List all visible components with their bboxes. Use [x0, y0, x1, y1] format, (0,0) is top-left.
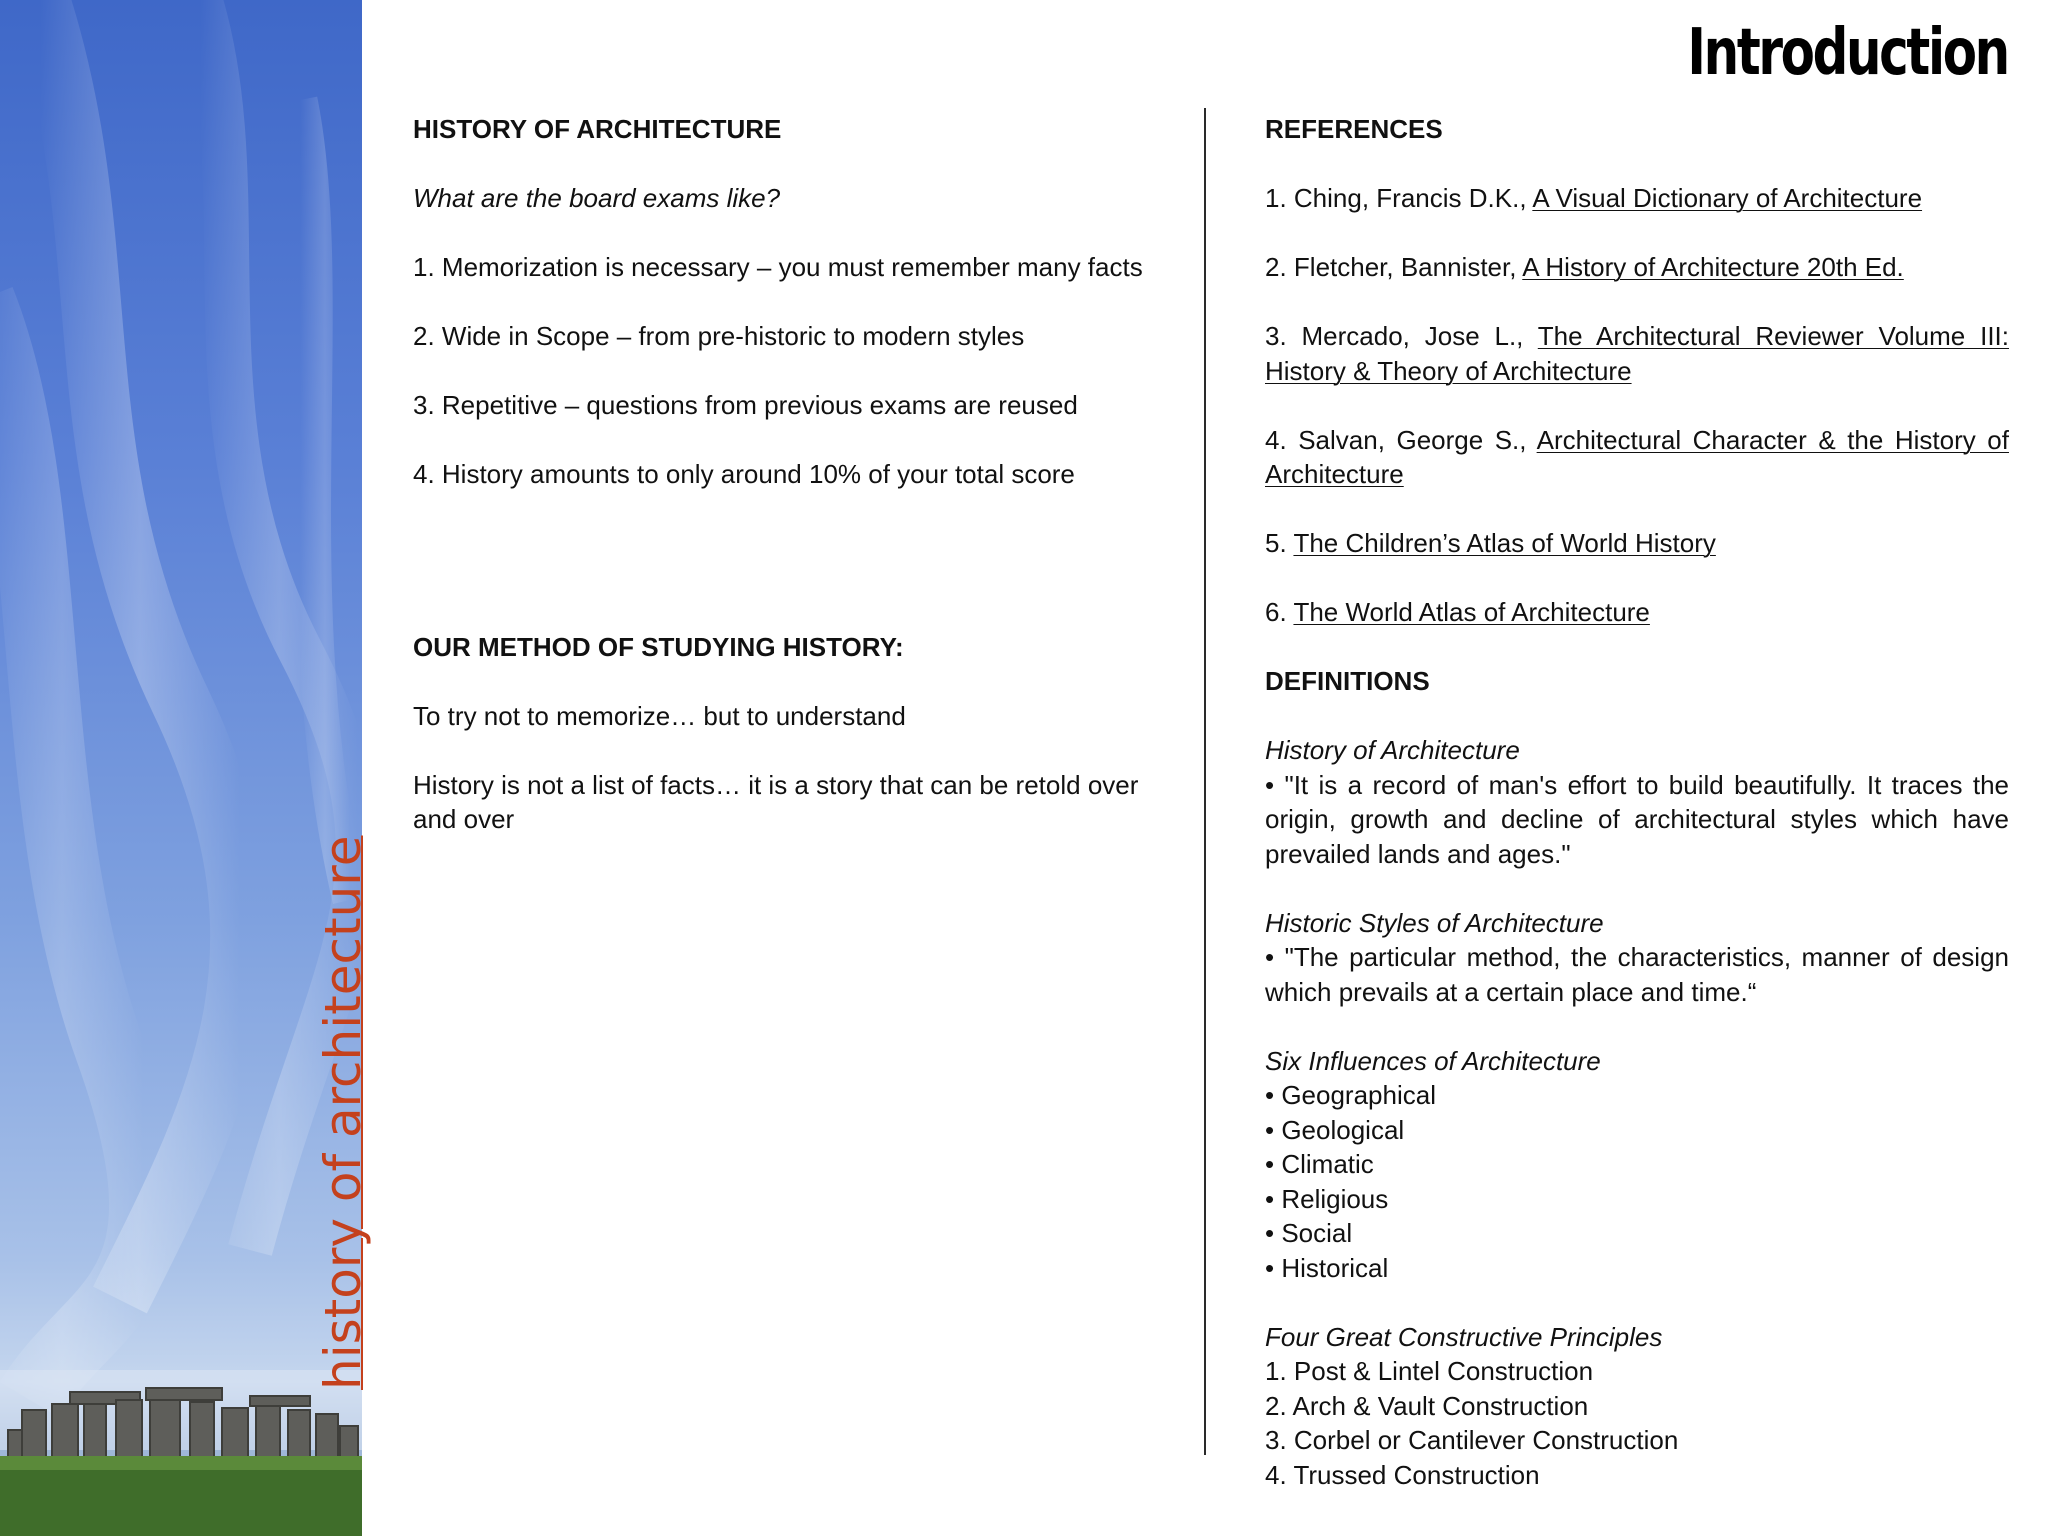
- list-item: 1. Post & Lintel Construction: [1265, 1356, 1594, 1386]
- right-column: [1265, 112, 2009, 1492]
- section-title-references: REFERENCES: [1265, 114, 1443, 144]
- reference-title: Architectural Character & the History of Architecture: [1265, 424, 2009, 489]
- definition-term-principles: Four Great Constructive Principles: [1265, 1321, 1663, 1352]
- section-title-method: OUR METHOD OF STUDYING HISTORY:: [413, 631, 904, 662]
- exam-point-1: 1. Memorization is necessary – you must remember many facts: [413, 252, 1143, 282]
- definition-text-history: • "It is a record of man's effort to build beautifully. It traces the origin, growth and decline of architectural styles which have prevailed lands and ages.": [1265, 769, 2009, 869]
- method-line-1: To try not to memorize… but to understand: [413, 700, 906, 731]
- reference-item: [1265, 595, 2009, 630]
- list-item: • Climatic: [1265, 1149, 1374, 1179]
- column-divider: [1204, 108, 1206, 1455]
- reference-item: [1265, 250, 2009, 285]
- reference-author: 5.: [1265, 528, 1294, 558]
- reference-author: 2. Fletcher, Bannister,: [1265, 252, 1523, 282]
- section-title-definitions: DEFINITIONS: [1265, 666, 1430, 696]
- list-item: 4. Trussed Construction: [1265, 1459, 1540, 1490]
- definition-term-history: History of Architecture: [1265, 735, 1520, 765]
- method-line-2: History is not a list of facts… it is a story that can be retold over and over: [413, 769, 1139, 834]
- exam-point-3: 3. Repetitive – questions from previous exams are reused: [413, 390, 1078, 420]
- vertical-section-title: history of architecture: [314, 835, 372, 1390]
- definition-term-styles: Historic Styles of Architecture: [1265, 907, 1604, 938]
- list-item: • Historical: [1265, 1252, 1389, 1283]
- list-item: • Geographical: [1265, 1080, 1436, 1110]
- reference-item: [1265, 181, 2009, 216]
- reference-title: A History of Architecture 20th Ed.: [1522, 252, 1904, 282]
- sky-stonehenge-illustration: [0, 0, 362, 1536]
- definition-term-influences: Six Influences of Architecture: [1265, 1045, 1601, 1076]
- exam-point-2: 2. Wide in Scope – from pre-historic to modern styles: [413, 321, 1025, 351]
- reference-item: [1265, 526, 2009, 561]
- page-title: Introduction: [1687, 16, 2008, 90]
- reference-author: 1. Ching, Francis D.K.,: [1265, 183, 1533, 213]
- reference-title: A Visual Dictionary of Architecture: [1532, 183, 1923, 213]
- list-item: • Social: [1265, 1218, 1353, 1248]
- list-item: 3. Corbel or Cantilever Construction: [1265, 1425, 1679, 1455]
- section-title-history: HISTORY OF ARCHITECTURE: [413, 114, 782, 144]
- definition-text-styles: • "The particular method, the characteristics, manner of design which prevails at a certain place and time.“: [1265, 942, 2009, 1007]
- reference-author: 3. Mercado, Jose L.,: [1265, 321, 1538, 351]
- reference-author: 4. Salvan, George S.,: [1265, 424, 1537, 455]
- reference-author: 6.: [1265, 597, 1294, 627]
- exam-point-4: 4. History amounts to only around 10% of your total score: [413, 459, 1075, 489]
- left-column: [413, 112, 1165, 837]
- list-item: • Geological: [1265, 1114, 1405, 1145]
- reference-item: [1265, 319, 2009, 388]
- board-exam-question: What are the board exams like?: [413, 183, 781, 213]
- list-item: 2. Arch & Vault Construction: [1265, 1390, 1589, 1421]
- reference-title: The Architectural Reviewer Volume III: History & Theory of Architecture: [1265, 321, 2009, 386]
- sidebar-sky-image: [0, 0, 372, 1536]
- list-item: • Religious: [1265, 1183, 1389, 1214]
- reference-item: [1265, 423, 2009, 492]
- reference-title: The Children’s Atlas of World History: [1293, 528, 1716, 558]
- reference-title: The World Atlas of Architecture: [1293, 597, 1650, 627]
